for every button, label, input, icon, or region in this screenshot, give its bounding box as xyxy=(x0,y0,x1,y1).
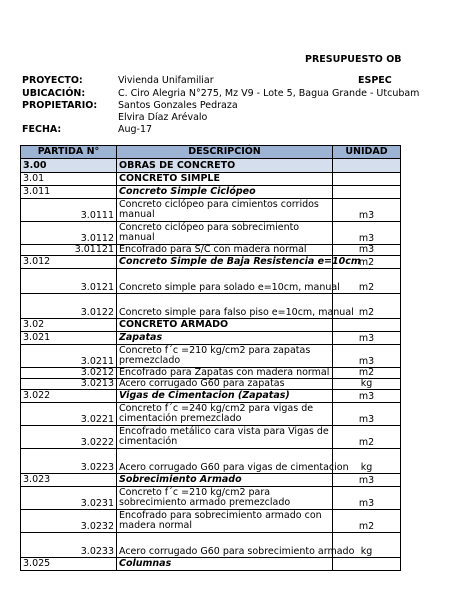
table-row xyxy=(21,256,401,269)
partida-cell: 3.022 xyxy=(21,390,117,403)
descripcion-cell: Concreto simple para solado e=10cm, manual xyxy=(117,269,333,294)
unidad-cell: m3 xyxy=(333,245,401,256)
table-row xyxy=(21,558,401,571)
table-row xyxy=(21,173,401,186)
budget-table xyxy=(20,145,401,571)
unidad-cell: m2 xyxy=(333,256,401,269)
partida-cell: 3.01121 xyxy=(21,245,117,256)
unidad-cell: kg xyxy=(333,449,401,474)
table-row xyxy=(21,403,401,426)
descripcion-cell: Vigas de Cimentacion (Zapatas) xyxy=(117,390,333,403)
partida-cell: 3.0223 xyxy=(21,449,117,474)
unidad-cell: kg xyxy=(333,379,401,390)
ubicacion-label: UBICACIÓN: xyxy=(22,88,86,99)
descripcion-cell: Concreto simple para falso piso e=10cm, manual xyxy=(117,294,333,319)
table-row xyxy=(21,199,401,222)
table-row xyxy=(21,186,401,199)
table-row xyxy=(21,269,401,294)
partida-cell: 3.0111 xyxy=(21,199,117,222)
ubicacion-value: C. Ciro Alegria N°275, Mz V9 - Lote 5, Bagua Grande - Utcubam xyxy=(118,88,420,99)
descripcion-cell: CONCRETO ARMADO xyxy=(117,319,333,332)
unidad-cell: m2 xyxy=(333,269,401,294)
column-header-unidad: UNIDAD xyxy=(333,146,401,159)
espec-label: ESPEC xyxy=(358,75,392,86)
table-row xyxy=(21,159,401,173)
partida-cell: 3.00 xyxy=(21,159,117,173)
partida-cell: 3.011 xyxy=(21,186,117,199)
descripcion-cell: Encofrado metálico cara vista para Vigas de cimentación xyxy=(117,426,333,449)
partida-cell: 3.0232 xyxy=(21,510,117,533)
descripcion-cell: Encofrado para Zapatas con madera normal xyxy=(117,368,333,379)
descripcion-cell: Sobrecimiento Armado xyxy=(117,474,333,487)
table-row xyxy=(21,345,401,368)
descripcion-cell: Concreto ciclópeo para cimientos corridos manual xyxy=(117,199,333,222)
table-row xyxy=(21,379,401,390)
table-row xyxy=(21,426,401,449)
unidad-cell: m3 xyxy=(333,345,401,368)
unidad-cell xyxy=(333,159,401,173)
table-row xyxy=(21,390,401,403)
unidad-cell xyxy=(333,186,401,199)
partida-cell: 3.0121 xyxy=(21,269,117,294)
unidad-cell: kg xyxy=(333,533,401,558)
descripcion-cell: OBRAS DE CONCRETO xyxy=(117,159,333,173)
column-header-partida: PARTIDA N° xyxy=(21,146,117,159)
table-row xyxy=(21,368,401,379)
table-row xyxy=(21,245,401,256)
partida-cell: 3.0222 xyxy=(21,426,117,449)
unidad-cell: m2 xyxy=(333,294,401,319)
descripcion-cell: Concreto f´c =240 kg/cm2 para vigas de cimentación premezclado xyxy=(117,403,333,426)
unidad-cell: m2 xyxy=(333,368,401,379)
partida-cell: 3.02 xyxy=(21,319,117,332)
proyecto-label: PROYECTO: xyxy=(22,75,83,86)
table-row xyxy=(21,449,401,474)
unidad-cell: m3 xyxy=(333,222,401,245)
unidad-cell xyxy=(333,558,401,571)
unidad-cell xyxy=(333,319,401,332)
partida-cell: 3.01 xyxy=(21,173,117,186)
unidad-cell: m3 xyxy=(333,487,401,510)
fecha-label: FECHA: xyxy=(22,124,62,135)
descripcion-cell: Concreto Simple Ciclópeo xyxy=(117,186,333,199)
descripcion-cell: Encofrado para S/C con madera normal xyxy=(117,245,333,256)
partida-cell: 3.025 xyxy=(21,558,117,571)
table-row xyxy=(21,294,401,319)
descripcion-cell: Encofrado para sobrecimiento armado con madera normal xyxy=(117,510,333,533)
descripcion-cell: Concreto f´c =210 kg/cm2 para sobrecimiento armado premezclado xyxy=(117,487,333,510)
budget-sheet xyxy=(20,145,390,614)
propietario-label: PROPIETARIO: xyxy=(22,100,98,111)
unidad-cell: m2 xyxy=(333,510,401,533)
column-header-descripcion: DESCRIPCIÓN xyxy=(117,146,333,159)
descripcion-cell: Acero corrugado G60 para zapatas xyxy=(117,379,333,390)
table-row xyxy=(21,474,401,487)
unidad-cell: m3 xyxy=(333,474,401,487)
unidad-cell: m3 xyxy=(333,390,401,403)
table-row xyxy=(21,319,401,332)
descripcion-cell: Zapatas xyxy=(117,332,333,345)
table-row xyxy=(21,487,401,510)
unidad-cell: m3 xyxy=(333,403,401,426)
partida-cell: 3.0122 xyxy=(21,294,117,319)
unidad-cell: m2 xyxy=(333,426,401,449)
partida-cell: 3.0112 xyxy=(21,222,117,245)
partida-cell: 3.0231 xyxy=(21,487,117,510)
unidad-cell xyxy=(333,173,401,186)
descripcion-cell: Columnas xyxy=(117,558,333,571)
table-row xyxy=(21,533,401,558)
partida-cell: 3.0233 xyxy=(21,533,117,558)
fecha-value: Aug-17 xyxy=(118,124,153,135)
descripcion-cell: Concreto f´c =210 kg/cm2 para zapatas premezclado xyxy=(117,345,333,368)
table-row xyxy=(21,332,401,345)
partida-cell: 3.0213 xyxy=(21,379,117,390)
unidad-cell: m3 xyxy=(333,332,401,345)
partida-cell: 3.023 xyxy=(21,474,117,487)
table-header-row xyxy=(21,146,401,159)
table-row xyxy=(21,222,401,245)
document-title: PRESUPUESTO OB xyxy=(305,54,402,65)
unidad-cell: m3 xyxy=(333,199,401,222)
descripcion-cell: Concreto Simple de Baja Resistencia e=10cm xyxy=(117,256,333,269)
proyecto-value: Vivienda Unifamiliar xyxy=(118,75,214,86)
descripcion-cell: Acero corrugado G60 para vigas de cimentacion xyxy=(117,449,333,474)
propietario-value-1: Santos Gonzales Pedraza xyxy=(118,100,238,111)
propietario-value-2: Elvira Díaz Arévalo xyxy=(118,112,208,123)
partida-cell: 3.0212 xyxy=(21,368,117,379)
descripcion-cell: CONCRETO SIMPLE xyxy=(117,173,333,186)
partida-cell: 3.0221 xyxy=(21,403,117,426)
partida-cell: 3.021 xyxy=(21,332,117,345)
descripcion-cell: Concreto ciclópeo para sobrecimiento manual xyxy=(117,222,333,245)
descripcion-cell: Acero corrugado G60 para sobrecimiento armado xyxy=(117,533,333,558)
table-row xyxy=(21,510,401,533)
partida-cell: 3.012 xyxy=(21,256,117,269)
partida-cell: 3.0211 xyxy=(21,345,117,368)
